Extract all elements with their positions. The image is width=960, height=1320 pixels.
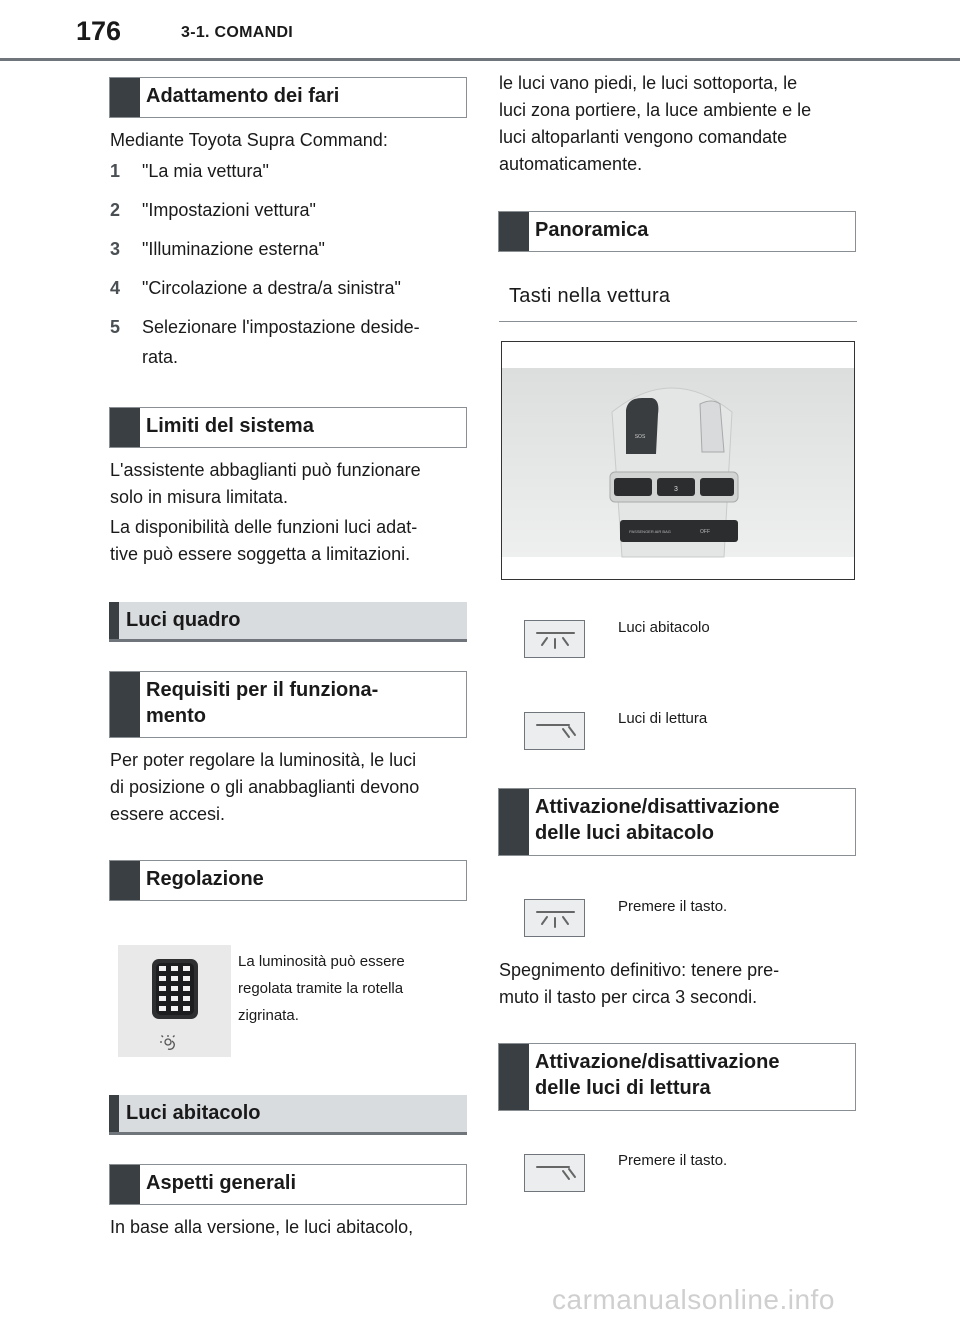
step-item bbox=[110, 314, 470, 374]
paragraph-line: automaticamente. bbox=[499, 154, 643, 174]
section-title: Regolazione bbox=[146, 868, 264, 890]
page-number: 176 bbox=[76, 16, 122, 46]
paragraph-line: di posizione o gli anabbaglianti devono bbox=[110, 777, 420, 797]
watermark: carmanualsonline.info bbox=[552, 1284, 835, 1315]
section-header-att-abitacolo bbox=[498, 788, 856, 856]
console-center-label: 3 bbox=[674, 486, 678, 493]
section-title: Adattamento dei fari bbox=[146, 85, 340, 107]
step-number: 4 bbox=[110, 278, 121, 298]
section-title-line: Requisiti per il funziona- bbox=[146, 679, 379, 701]
section-title: Luci abitacolo bbox=[126, 1102, 261, 1124]
paragraph-line: solo in misura limitata. bbox=[110, 487, 289, 507]
section-header-limiti bbox=[109, 407, 467, 448]
step-text: "Illuminazione esterna" bbox=[142, 239, 325, 259]
paragraph-line: In base alla versione, le luci abitacolo, bbox=[110, 1217, 414, 1237]
dimmer-wheel-image bbox=[118, 945, 231, 1057]
dimmer-wheel-icon bbox=[118, 945, 231, 1057]
interior-light-icon bbox=[524, 899, 585, 937]
section-header-adattamento bbox=[109, 77, 467, 118]
step-number: 3 bbox=[110, 239, 121, 259]
paragraph-line: Spegnimento definitivo: tenere pre- bbox=[499, 960, 780, 980]
overhead-console-icon bbox=[502, 342, 854, 579]
header-rule bbox=[0, 58, 960, 61]
console-bottom-label: PASSENGER AIR BAG bbox=[629, 529, 671, 534]
paragraph-line: La disponibilità delle funzioni luci adat- bbox=[110, 517, 418, 537]
paragraph-line: muto il tasto per circa 3 secondi. bbox=[499, 987, 758, 1007]
section-title-line: mento bbox=[146, 705, 206, 727]
chapter-title: 3-1. COMANDI bbox=[181, 24, 294, 41]
legend-label: Luci di lettura bbox=[618, 710, 708, 727]
section-header-att-lettura bbox=[498, 1043, 856, 1111]
overhead-console-image bbox=[501, 341, 855, 580]
note-line: La luminosità può essere bbox=[238, 953, 405, 970]
section-title-line: delle luci abitacolo bbox=[535, 822, 714, 844]
paragraph-line: le luci vano piedi, le luci sottoporta, le bbox=[499, 73, 798, 93]
section-title: Aspetti generali bbox=[146, 1172, 297, 1194]
step-number: 5 bbox=[110, 317, 121, 337]
section-header-requisiti bbox=[109, 671, 467, 738]
interior-light-icon bbox=[524, 620, 585, 658]
section-title: Luci quadro bbox=[126, 609, 241, 631]
console-bottom-label-2: OFF bbox=[700, 529, 710, 535]
subsection-header bbox=[499, 281, 857, 322]
instruction-text: Premere il tasto. bbox=[618, 1152, 728, 1169]
sos-label: SOS bbox=[634, 434, 646, 440]
section-title-line: Attivazione/disattivazione bbox=[535, 796, 780, 818]
section-header-aspetti bbox=[109, 1164, 467, 1205]
step-number: 1 bbox=[110, 161, 121, 181]
paragraph-line: luci zona portiere, la luce ambiente e le bbox=[499, 100, 812, 120]
step-text: Selezionare l'impostazione deside- bbox=[142, 317, 420, 337]
chapter-header-luci-quadro bbox=[109, 602, 467, 642]
note-line: regolata tramite la rotella bbox=[238, 980, 404, 997]
step-text-continued: rata. bbox=[142, 347, 179, 367]
paragraph-line: Per poter regolare la luminosità, le luci bbox=[110, 750, 417, 770]
reading-light-icon bbox=[524, 1154, 585, 1192]
paragraph-line: L'assistente abbaglianti può funzionare bbox=[110, 460, 421, 480]
legend-label: Luci abitacolo bbox=[618, 619, 710, 636]
paragraph: Mediante Toyota Supra Command: bbox=[110, 130, 388, 150]
section-title-line: Attivazione/disattivazione bbox=[535, 1051, 780, 1073]
section-title: Panoramica bbox=[535, 219, 649, 241]
step-text: "La mia vettura" bbox=[142, 161, 269, 181]
instruction-text: Premere il tasto. bbox=[618, 898, 728, 915]
paragraph-line: luci altoparlanti vengono comandate bbox=[499, 127, 788, 147]
step-number: 2 bbox=[110, 200, 121, 220]
reading-light-icon bbox=[524, 712, 585, 750]
section-title-line: delle luci di lettura bbox=[535, 1077, 711, 1099]
section-title: Limiti del sistema bbox=[146, 415, 314, 437]
note-line: zigrinata. bbox=[238, 1007, 299, 1024]
section-header-panoramica bbox=[498, 211, 856, 252]
paragraph-line: essere accesi. bbox=[110, 804, 226, 824]
step-text: "Impostazioni vettura" bbox=[142, 200, 316, 220]
chapter-header-luci-abitacolo bbox=[109, 1095, 467, 1135]
paragraph-line: tive può essere soggetta a limitazioni. bbox=[110, 544, 411, 564]
section-header-regolazione bbox=[109, 860, 467, 901]
step-text: "Circolazione a destra/a sinistra" bbox=[142, 278, 401, 298]
subsection-title: Tasti nella vettura bbox=[509, 285, 671, 307]
